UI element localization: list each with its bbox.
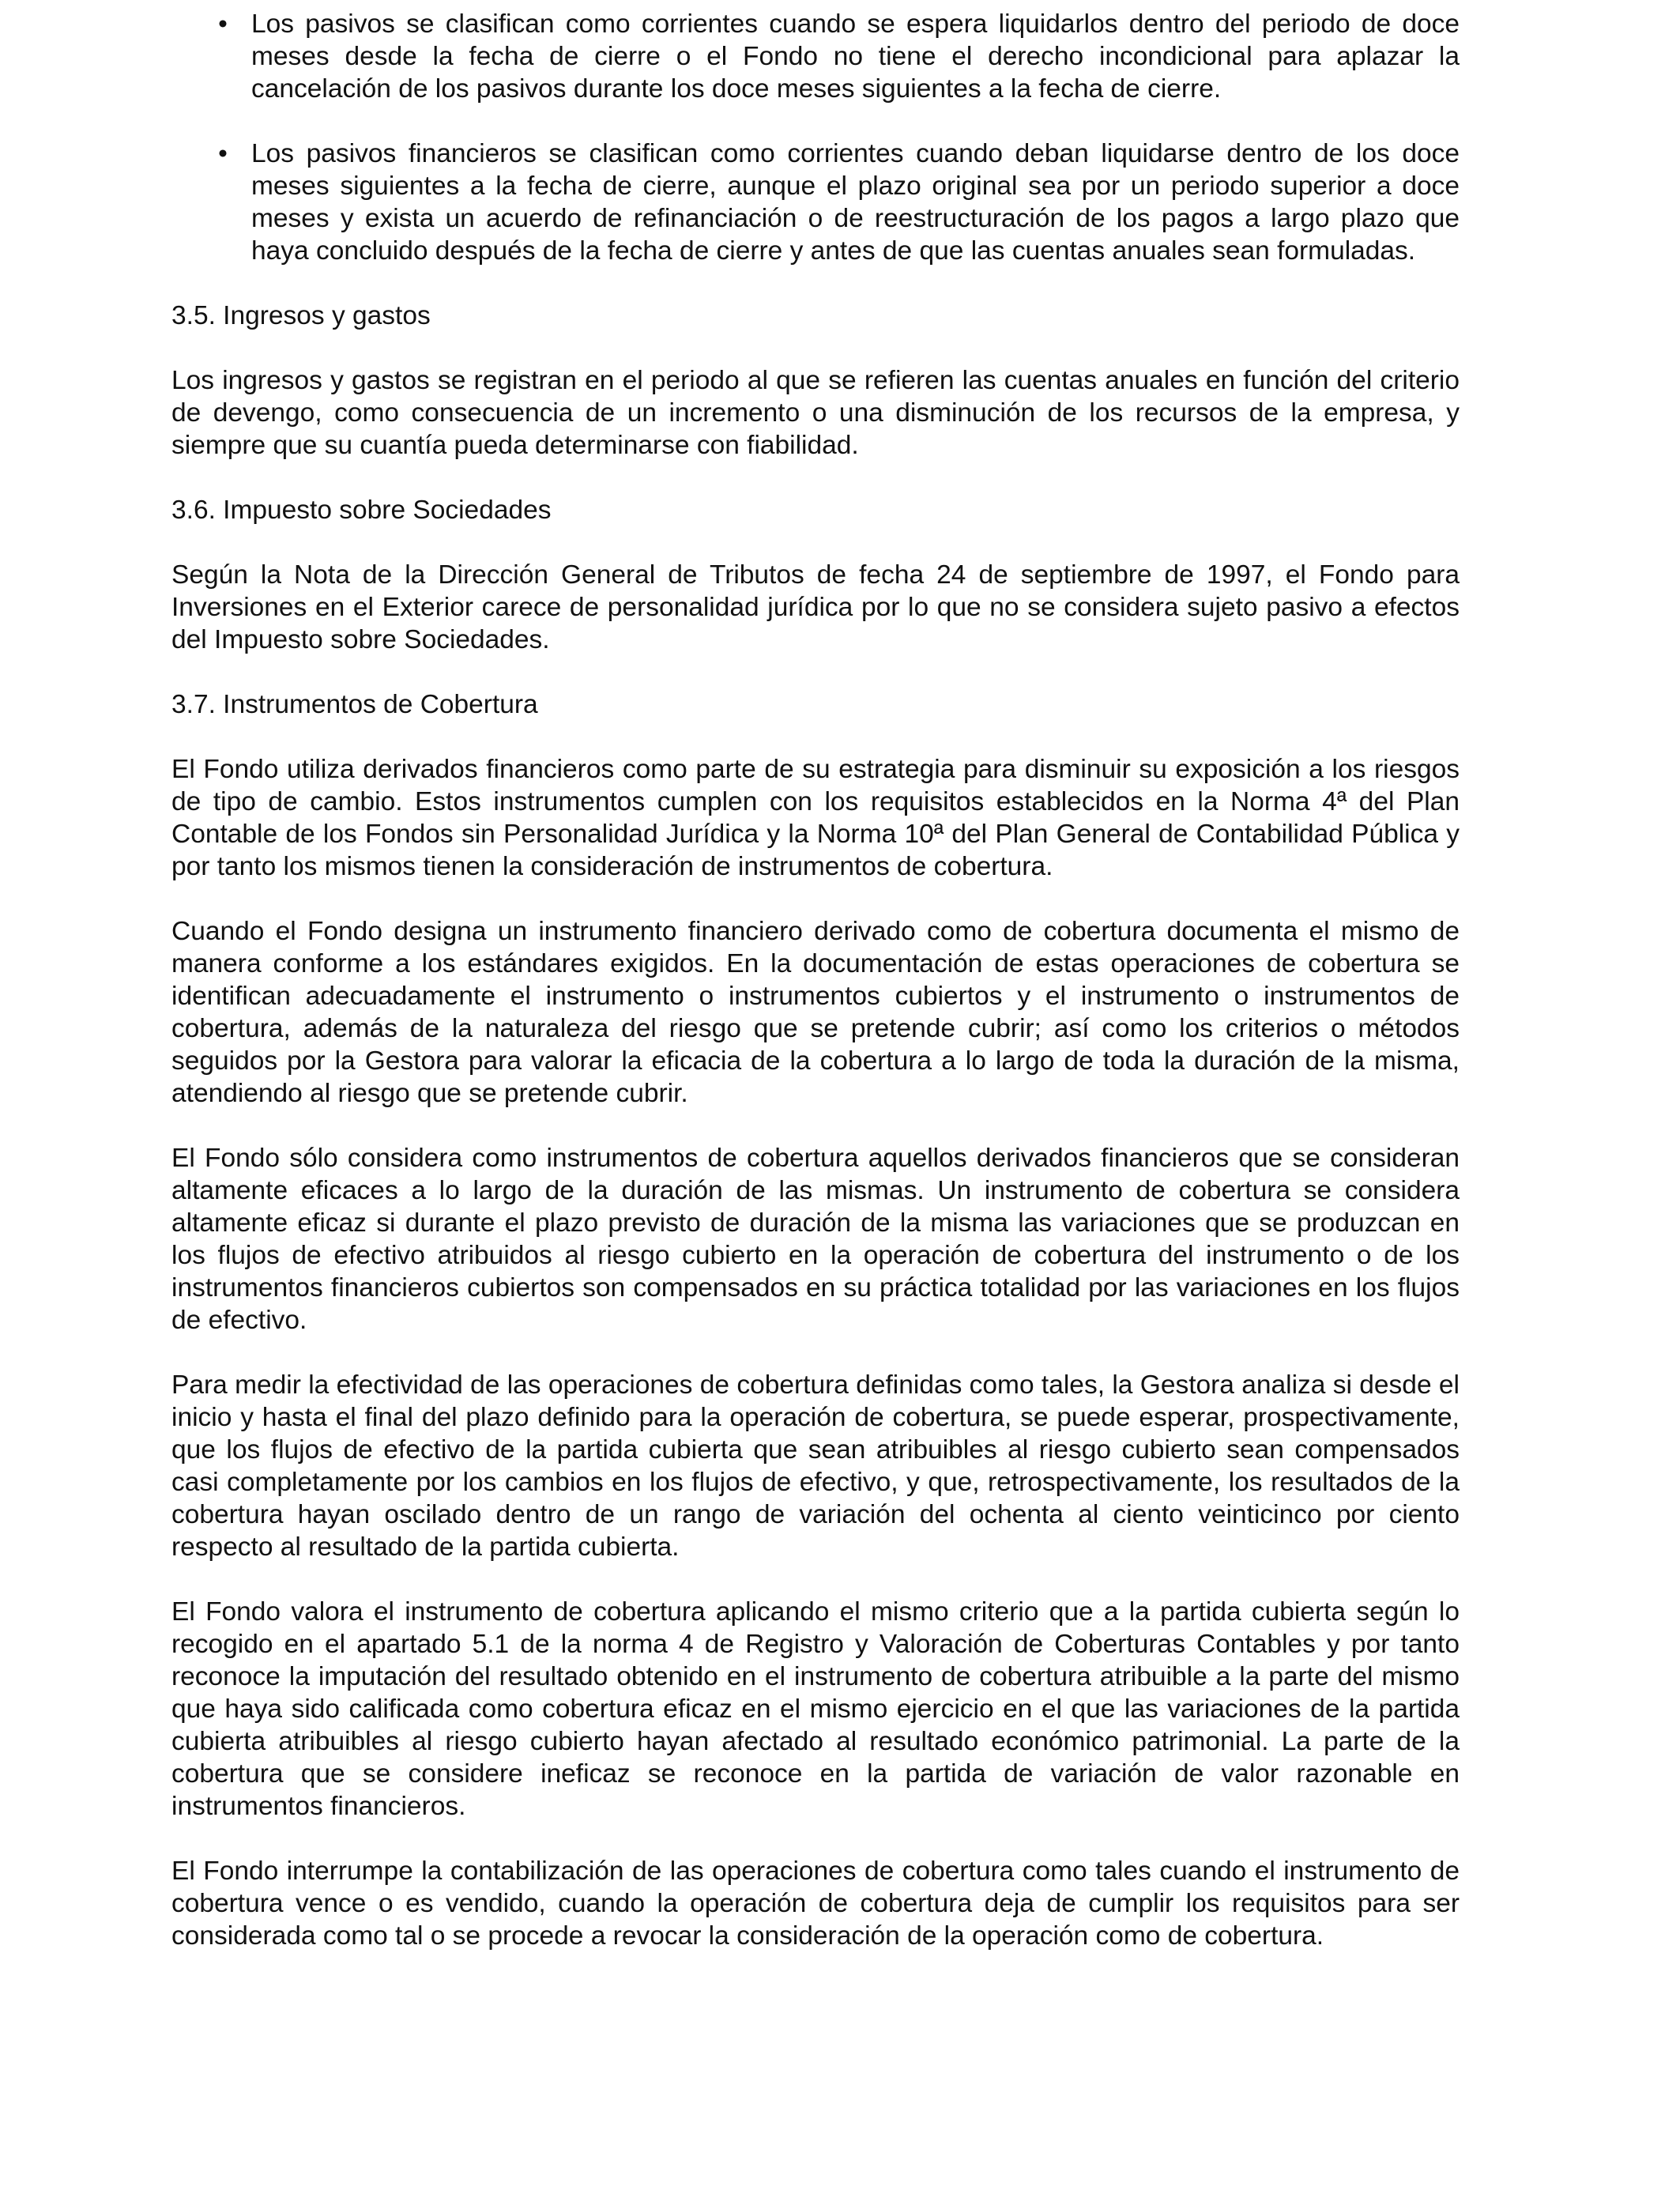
bullet-item (171, 138, 1460, 267)
bullet-icon: • (218, 139, 228, 168)
section-heading-instrumentos-cobertura: 3.7. Instrumentos de Cobertura (171, 690, 538, 719)
paragraph: Para medir la efectividad de las operaciones de cobertura definidas como tales, la Gestora analiza si desde el inicio y hasta el final del plazo definido para la operación de cobertura, se puede esperar, prospectivamente, que los flujos de efectivo de la partida cubierta que sean atribuibles al riesgo cubierto sean compensados casi completamente por los cambios en los flujos de efectivo, y que, retrospectivamente, los resultados de la cobertura hayan oscilado dentro de un rango de variación del ochenta al ciento veinticinco por ciento respecto al resultado de la partida cubierta. (171, 1370, 1460, 1562)
paragraph: Según la Nota de la Dirección General de Tributos de fecha 24 de septiembre de 1997, el Fondo para Inversiones en el Exterior carece de personalidad jurídica por lo que no se considera sujeto pasivo a efectos del Impuesto sobre Sociedades. (171, 560, 1460, 654)
paragraph: El Fondo valora el instrumento de cobertura aplicando el mismo criterio que a la partida cubierta según lo recogido en el apartado 5.1 de la norma 4 de Registro y Valoración de Coberturas Contables y por tanto reconoce la imputación del resultado obtenido en el instrumento de cobertura atribuible a la parte del mismo que haya sido calificada como cobertura eficaz en el mismo ejercicio en el que las variaciones de la partida cubierta atribuibles al riesgo cubierto hayan afectado al resultado económico patrimonial. La parte de la cobertura que se considere ineficaz se reconoce en la partida de variación de valor razonable en instrumentos financieros. (171, 1597, 1460, 1821)
paragraph: El Fondo interrumpe la contabilización de las operaciones de cobertura como tales cuando el instrumento de cobertura vence o es vendido, cuando la operación de cobertura deja de cumplir los requisitos para ser considerada como tal o se procede a revocar la consideración de la operación como de cobertura. (171, 1857, 1460, 1951)
paragraph: Cuando el Fondo designa un instrumento financiero derivado como de cobertura documenta el mismo de manera conforme a los estándares exigidos. En la documentación de estas operaciones de cobertura se identifican adecuadamente el instrumento o instrumentos cubiertos y el instrumento o instrumentos de cobertura, además de la naturaleza del riesgo que se pretende cubrir; así como los criterios o métodos seguidos por la Gestora para valorar la eficacia de la cobertura a lo largo de toda la duración de la misma, atendiendo al riesgo que se pretende cubrir. (171, 917, 1460, 1108)
document-page (171, 0, 1460, 1985)
section-heading-ingresos-gastos: 3.5. Ingresos y gastos (171, 301, 431, 330)
bullet-text: Los pasivos se clasifican como corrientes cuando se espera liquidarlos dentro del periodo de doce meses desde la fecha de cierre o el Fondo no tiene el derecho incondicional para aplazar la cancelación de los pasivos durante los doce meses siguientes a la fecha de cierre. (251, 9, 1460, 104)
paragraph: El Fondo sólo considera como instrumentos de cobertura aquellos derivados financieros que se consideran altamente eficaces a lo largo de la duración de las mismas. Un instrumento de cobertura se considera altamente eficaz si durante el plazo previsto de duración de la misma las variaciones que se produzcan en los flujos de efectivo atribuidos al riesgo cubierto en la operación de cobertura del instrumento o de los instrumentos financieros cubiertos son compensados en su práctica totalidad por las variaciones en los flujos de efectivo. (171, 1144, 1460, 1335)
bullet-icon: • (218, 9, 228, 39)
paragraph: El Fondo utiliza derivados financieros como parte de su estrategia para disminuir su exposición a los riesgos de tipo de cambio. Estos instrumentos cumplen con los requisitos establecidos en la Norma 4ª del Plan Contable de los Fondos sin Personalidad Jurídica y la Norma 10ª del Plan General de Contabilidad Pública y por tanto los mismos tienen la consideración de instrumentos de cobertura. (171, 755, 1460, 881)
liabilities-bullet-list (171, 8, 1460, 267)
paragraph: Los ingresos y gastos se registran en el periodo al que se refieren las cuentas anuales en función del criterio de devengo, como consecuencia de un incremento o una disminución de los recursos de la empresa, y siempre que su cuantía pueda determinarse con fiabilidad. (171, 366, 1460, 460)
bullet-text: Los pasivos financieros se clasifican como corrientes cuando deban liquidarse dentro de los doce meses siguientes a la fecha de cierre, aunque el plazo original sea por un periodo superior a doce meses y exista un acuerdo de refinanciación o de reestructuración de los pagos a largo plazo que haya concluido después de la fecha de cierre y antes de que las cuentas anuales sean formuladas. (251, 139, 1460, 266)
bullet-item (171, 8, 1460, 105)
section-heading-impuesto-sociedades: 3.6. Impuesto sobre Sociedades (171, 496, 552, 525)
